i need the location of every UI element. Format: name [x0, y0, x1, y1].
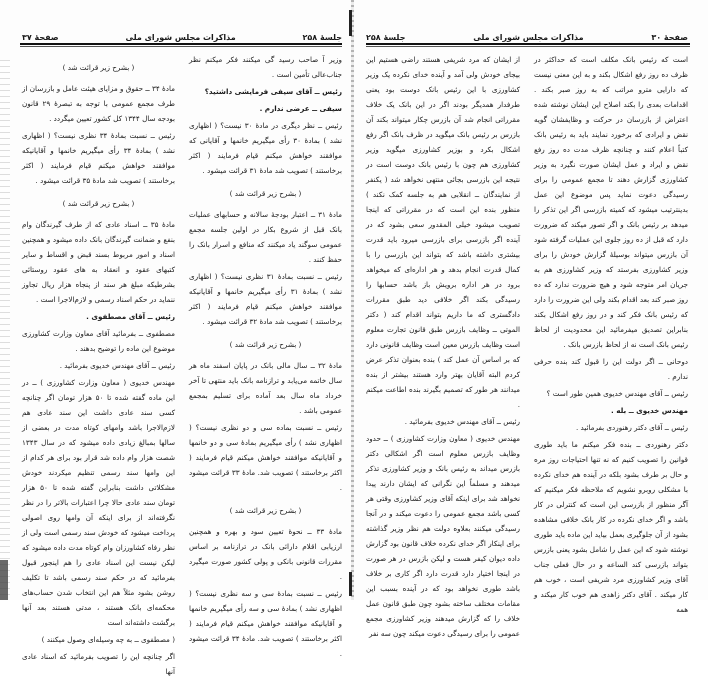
paragraph: رئیس ــ نسبت بمادهٔ سی و سه نظری نیست؟ ( اظهاری نشد ) بمادهٔ سی و سه رأی میگیریم خانمها و آقایانیکه موافقند خواهش میکنم قیام فرمایند ( اکثر برخاستند ) تصویب شد. مادهٔ ۳۴ قرائت میشود . [189, 589, 342, 658]
paragraph: رئیس ــ آقای مهندس خدیوی بفرمائید . [404, 417, 520, 426]
paragraph: رئیس ــ نظر دیگری در مادهٔ ۳۰ نیست؟ ( اظهاری نشد ) بمادهٔ ۳۰ رأی میگیریم خانمها و آقایانی که موافقند خواهش میکنم قیام فرمایند ( اکثر برخاستند ) تصویب شد مادهٔ ۳۱ قرائت میشود . [189, 121, 342, 175]
header-rule-thin [366, 46, 690, 47]
paragraph: رئیس ــ آقای دکتر رهنوردی بفرمائید . [575, 423, 688, 432]
proceedings-title: مذاکرات مجلس شورای ملی [125, 33, 236, 42]
paragraph: رئیس ــ نسبت بمادهٔ ۳۴ نظری نیست؟ ( اظهاری نشد ) بمادهٔ ۳۴ رأی میگیریم خانمها و آقایانیکه موافقند خواهش میکنم قیام فرمایند ( اکثر برخاستند ) تصویب شد مادهٔ ۳۵ قرائت میشود . [22, 131, 176, 185]
speaker-line: سیفی ــ عرضی ندارم . [259, 104, 342, 113]
scan-edge-shadow [0, 560, 8, 600]
header-rule-thin [20, 46, 342, 47]
page-number: صفحهٔ ۳۰ [651, 33, 688, 42]
article-text: مادهٔ ۳۴ ــ حقوق و مزایای هیئت عامل و بازرسان از طرف مجمع عمومی با توجه به تبصرهٔ ۲۹ قانون بودجه سال ۱۳۴۴ کل کشور تعیین میگردد . [22, 84, 175, 123]
session-number: جلسهٔ ۲۵۸ [302, 33, 342, 42]
reading-note: ( بشرح زیر قرائت شد ) [229, 506, 302, 515]
paragraph: ( مصطفوی ــ به چه وسیله‌ای وصول میکنند ) [41, 635, 175, 644]
column-left [22, 52, 176, 676]
text-columns [366, 52, 688, 638]
column-right [189, 52, 343, 658]
reading-note: ( بشرح زیر قرائت شد ) [62, 199, 135, 208]
paragraph: مهندس خدیوی ( معاون وزارت کشاورزی ) ــ در این ماده گفته شده تا ۵۰ هزار تومان اگر چنانچه کسی سند عادی داشت این سند عادی هم لازم‌الاجرا باشد وامهای کوتاه مدت در بعضی از سالها بمبالغ زیادی داده میشود که در سال ۱۳۴۳ شصت هزار وام داده شد قرار بود برای هر کدام از این وامها سند رسمی تنظیم میکردند خودش مشکلاتی داشت بنابراین گفته شده تا ۵۰ هزار تومان سند عادی حالا چرا اعتبارات بالاتر را در نظر نگرفته‌اند از برای اینکه آن وامها روی اصولی پرداخت میشود که خودش سند رسمی است ولی از نظر رفاه کشاورزان وام کوتاه مدت داده میشود که لیکن نیست این اسناد عادی را هم اینجور قبول بفرمائید که در حکم سند رسمی باشد تا تکلیف روشن بشود مثلاً هم این انتخاب شدن حساب‌های محکمه‌ای بانک هستند ، مدتی هستند بعد آنها برگشت داشته‌اند است [22, 378, 175, 627]
speaker-line: مهندس خدیوی ــ بله . [611, 406, 688, 415]
paragraph: دکتر رهنوردی ــ بنده فکر میکنم ما باید طوری قوانین را تصویب کنیم که نه تنها احتیاجات روز مره و حال بر طرف بشود بلکه در آینده هم خدای نکرده با مشکلی روبرو نشویم که ملاحظه فکر میکنیم که آگر منظور از بازرسی این است که کنترلی در کار باشد و اگر خدای نکرده در کار بانک خلافی مشاهده بشود از آن جلوگیری بعمل بیاید این ماده باید طوری نوشته شود که این عمل را شامل بشود یعنی بازرس بتواند بازرسی کند الساعه و در حال فعلی جناب آقای وزیر کشاورزی مرد شریفی است ، خوب هم کار میکند . آقای دکتر زاهدی هم خوب کار میکند و همه [534, 440, 688, 614]
fold-mark [349, 572, 352, 596]
paragraph: اگر چنانچه این را تصویب بفرمائید که اسناد عادی آنها [22, 652, 175, 676]
reading-note: ( بشرح زیر قرائت شد ) [229, 340, 302, 349]
column-left [366, 52, 520, 638]
paragraph: رئیس ــ آقای مهندس خدیوی همین طور است ؟ [546, 389, 688, 398]
column-right [534, 52, 688, 614]
article-text: مادهٔ ۳۳ ــ نحوهٔ تعیین سود و بهره و همچنین ارزیابی اقلام دارائی بانک در ترازنامه بر اساس مقررات قانونی بانکی و پولی کشور صورت میگیرد . [189, 527, 343, 581]
speaker-line: رئیس ــ آقای مصطفوی . [86, 312, 175, 321]
running-head-right [366, 30, 688, 42]
paragraph: است که رئیس بانک مکلف است که حداکثر در ظرف ده روز رفع اشکال بکند و به این معنی نیست که دارایی مترو مراتب که به روز صبر بکند . اقدامات بعدی را بکند اصلاح این ایشان نوشته شده اعتراض از بازرسان در حرکت و وظایفشان گویه نقض و ایرادی که برخورد نمایند باید به رئیس بانک کتباً اعلام کنند و چنانچه ظرف مدت ده روز رفع نقض و ایراد و عمل ایشان صورت نگیرد به وزیر کشاورزی گزارش دهند تا مجمع عمومی را برای رسیدگی دعوت نماید پس موضوع این عمل بدینترتیب میشود که کمیته بازرسی اگر این تذکر را میدهد بر رئیس بانک و اگر تصور میکند که ضرورت دارد که قبل از ده روز جلوی این عملیات گرفته شود آن بازرس میتواند بوسیلهٔ گزارش خودش را برای وزیر کشاورزی بفرستد که وزیر کشاورزی هم به جریان امر متوجه شود و هیچ ضرورت ندارد که ده روز صبر کند بعد اقدام بکند ولی این ضرورت را دارد که رئیس بانک فکر کند و در روز رفع اشکال بکند بنابراین تصدیق میفرمائید این محدودیت از لحاظ رئیس بانک است نه از لحاظ بازرس بانک . [534, 55, 688, 349]
paragraph: از ایشان که مرد شریفی هستند راضی هستیم این بیجای خودش ولی آمد و آینده خدای نکرده یک وزیر کشاورزی با این رئیس بانک دوست بود یعنی طرفدار همدیگر بودند اگر در این بانک یک خلاف مقرراتی انجام شد آن بازرس چکار میتواند بکند آن بازرس بر رئیس بانک میگوید در ظرف بانک اگر رفع اشکال بکرد و بوزیر کشاورزی میگوید وزیر کشاورزی هم چون با رئیس بانک دوست است در نتیجه این بازرسی بجائی منتهی نخواهد شد ( یکنفر از نمایندگان ــ انقلابی هم به جلسه کمک نکند ) منظور بنده این است که در مقرراتی که اینجا تصویب میشود خیلی المقدور سعی بشود که در آینده اگر بازرسی برای بازرسی میرود باید قدرت بیشتری داشته باشد که بتواند این بازرسی را با کمال قدرت انجام بدهد و هر اداره‌ای که میخواهد برود در هر اداره برویش باز باشد حسابها را رسیدگی بکند اگر خلافی دید طبق مقررات دادگستری که ما داریم بتواند اقدام کند ( دکتر الموتی ــ وظایف بازرس طبق قانون تجارت معلوم است وظایف بازرس معین است وظایف قانونی دارد که بر اساس آن عمل کند ) بنده بعنوان تذکر عرض کردم البته آقایان بهتر وارد هستند بیشتر از بنده میدانند هر طور که تصمیم بگیرند بنده اطاعت میکنم . [366, 55, 520, 409]
reading-note: ( بشرح زیر قرائت شد ) [62, 63, 135, 72]
header-rule [366, 43, 690, 45]
article-text: مادهٔ ۳۱ ــ اعتبار بودجهٔ سالانه و حسابهای عملیات بانک قبل از شروع بکار در اولین جلسه مجمع عمومی سوگند یاد میکنند که منافع و اسرار بانک را حفظ کنند . [189, 210, 342, 264]
fold-mark [349, 10, 352, 36]
paragraph: رئیس ــ نسبت بماده سی و دو نظری نیست؟ ( اظهاری نشد ) رأی میگیریم بمادهٔ سی و دو خانمها و آقایانیکه موافقند خواهش میکنم قیام فرمایند ( اکثر برخاستند ) تصویب شد. مادهٔ ۳۳ قرائت میشود . [189, 423, 342, 492]
paragraph: مهندس خدیوی ( معاون وزارت کشاورزی ) ــ حدود وظایف بازرس معلوم است اگر اشکالی دکتر بازرس میداند به رئیس بانک و وزیر کشاورزی تذکر میدهند و مسلماً این نگرانی که ایشان دارند پیدا نخواهد شد برای اینکه آقای وزیر کشاورزی وقتی هر کسی باشد مجمع عمومی را دعوت میکند و در آنجا رسیدگی میکنند بعلاوه دولت هم نظر وزیر گذاشته برای اینکار اگر خدای نکرده خلاف قانون بود گزارش داده دیوان کیفر هست و لیکن بازرس در هر صورت در اینجا اختیار دارد قدرت دارد اگر کاری بر خلاف باشد طوری نخواهد بود که در آینده بسبب این مقامات مختلف ساخته بشود چون طبق قانون عمل خلاف را که گزارش میدهند وزیر کشاورزی مجمع عمومی را برای رسیدگی دعوت میکند چون سه نفر [366, 434, 520, 638]
text-columns [22, 52, 343, 676]
session-number: جلسهٔ ۲۵۸ [366, 33, 406, 42]
scan-edge-noise [0, 60, 10, 600]
page-number: صفحهٔ ۳۷ [22, 33, 59, 42]
paragraph: وزیر آ صاحب رسید گی میکنند فکر میکنم نظر جناب‌عالی تأمین است . [189, 55, 342, 79]
speaker-line: رئیس ــ آقای سیفی فرمایشی داشتید؟ [204, 87, 342, 96]
paragraph: مصطفوی ــ بفرمائید آقای معاون وزارت کشاورزی موضوع این ماده را توضیح بدهند . [22, 329, 175, 353]
running-head-left [22, 30, 342, 42]
paragraph: رئیس ــ آقای مهندس خدیوی بفرمائید . [59, 361, 175, 370]
paragraph: دوحانی ــ اگر دولت این را قبول کند بنده حرفی ندارم . [534, 357, 688, 381]
left-page [0, 0, 354, 676]
article-text: مادهٔ ۳۵ ــ اسناد عادی که از طرف گیرندگان وام بنفع و ضمانت گیرندگان بانک داده میشود و همچنین اسناد و امور مربوط بسند قبض و اقساط و سایر کتبهای عقود و انعقاد به های عقود روستائی بشرطیکه مبلغ هر سند از پنجاه هزار ریال تجاوز ننماید در حکم اسناد رسمی و لازم‌الاجرا است . [22, 220, 175, 304]
right-page [354, 0, 708, 638]
paragraph: رئیس ــ نسبت بمادهٔ ۳۱ نظری نیست؟ ( اظهاری نشد ) بمادهٔ ۳۱ رأی میگیریم خانمها و آقایانیکه موافقند خواهش میکنم قیام فرمایند ( اکثر برخاستند ) تصویب شد مادهٔ ۳۲ قرائت میشود . [189, 272, 343, 326]
header-rule [20, 43, 342, 45]
reading-note: ( بشرح زیر قرائت شد ) [229, 189, 302, 198]
proceedings-title: مذاکرات مجلس شورای ملی [473, 33, 584, 42]
article-text: مادهٔ ۳۲ ــ سال مالی بانک در پایان اسفند ماه هر سال خاتمه می‌یابد و ترازنامه بانک باید منتهی تا آخر خرداد ماه سال بعد آماده برای تسلیم بمجمع عمومی باشد . [189, 361, 342, 415]
